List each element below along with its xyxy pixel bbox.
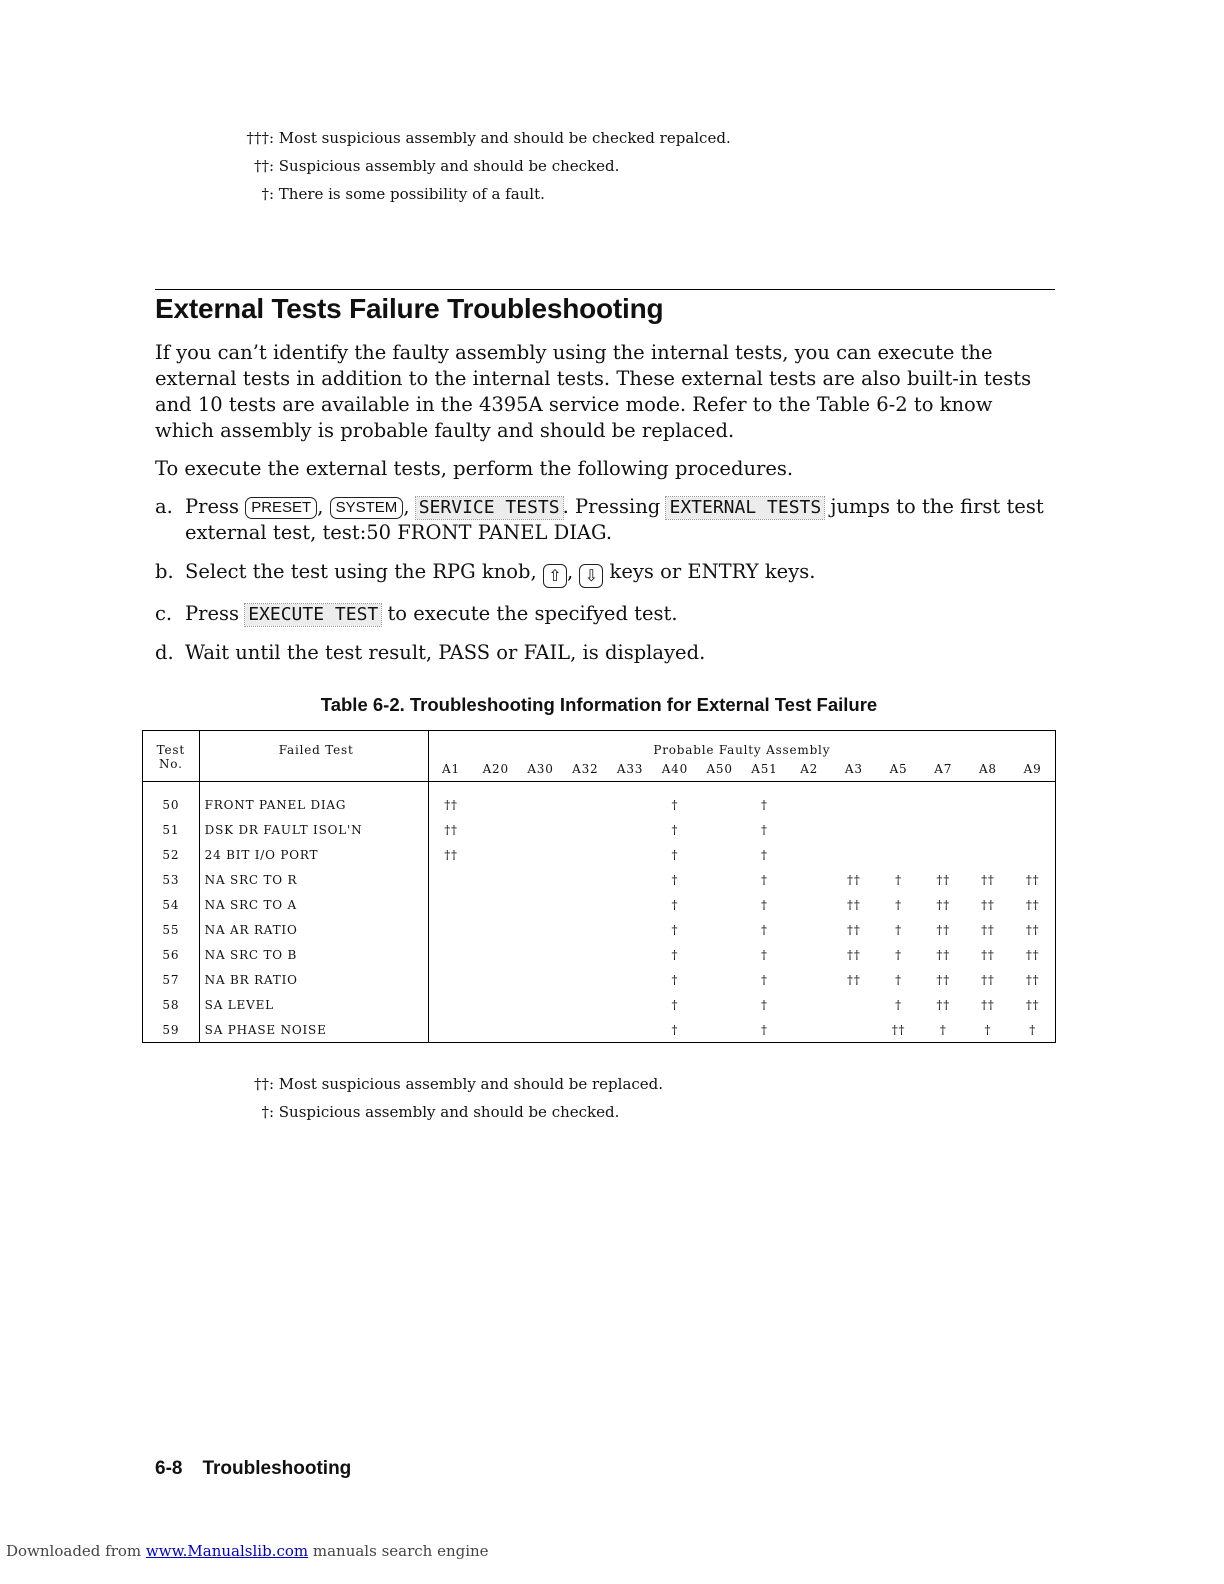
assembly-mark-cell: † (671, 822, 679, 837)
assembly-mark-cell (473, 817, 518, 842)
assembly-mark-cell (787, 867, 832, 892)
assembly-header: A7 (921, 757, 966, 782)
assembly-mark-cell: †† (936, 997, 951, 1012)
assembly-mark-cell (518, 892, 563, 917)
failed-test-cell: NA AR RATIO (199, 917, 428, 942)
legend-item: †††: Most suspicious assembly and should be checked repalced. (246, 129, 731, 147)
assembly-mark-cell (697, 842, 742, 867)
assembly-mark-cell (787, 817, 832, 842)
assembly-header: A33 (608, 757, 653, 782)
assembly-mark-cell: † (671, 797, 679, 812)
assembly-mark-cell (1010, 842, 1055, 867)
header-test: Test (143, 731, 200, 758)
assembly-mark-cell: † (671, 847, 679, 862)
assembly-mark-cell (563, 992, 608, 1017)
failed-test-cell: NA BR RATIO (199, 967, 428, 992)
table-row (143, 967, 1056, 992)
assembly-header: A32 (563, 757, 608, 782)
failed-test-cell: FRONT PANEL DIAG (199, 782, 428, 818)
table-subheader-row (143, 757, 1056, 782)
assembly-mark-cell (787, 1017, 832, 1043)
header-probable-faulty-assembly: Probable Faulty Assembly (653, 743, 831, 757)
down-arrow-key-icon: ⇩ (579, 564, 603, 588)
assembly-mark-cell (787, 917, 832, 942)
table-row (143, 942, 1056, 967)
procedure-steps (155, 494, 1055, 666)
assembly-mark-cell: † (761, 947, 768, 962)
section-divider (155, 289, 1055, 290)
top-legend (236, 124, 731, 208)
assembly-mark-cell (921, 842, 966, 867)
assembly-mark-cell (563, 867, 608, 892)
assembly-mark-cell (921, 817, 966, 842)
assembly-mark-cell (518, 942, 563, 967)
assembly-mark-cell: † (671, 947, 679, 962)
assembly-mark-cell (1010, 782, 1055, 818)
page-footer (155, 1458, 371, 1480)
assembly-mark-cell: † (761, 797, 768, 812)
assembly-mark-cell: † (671, 872, 679, 887)
test-number-cell: 50 (143, 782, 200, 818)
assembly-mark-cell: †† (981, 897, 995, 912)
procedure-intro: To execute the external tests, perform the following procedures. (155, 457, 794, 480)
assembly-mark-cell (876, 817, 921, 842)
preset-key: PRESET (245, 497, 317, 519)
assembly-mark-cell (428, 967, 473, 992)
assembly-mark-cell (832, 992, 877, 1017)
assembly-header: A8 (966, 757, 1011, 782)
assembly-mark-cell: † (895, 972, 902, 987)
assembly-mark-cell: †† (1025, 947, 1040, 962)
assembly-mark-cell: †† (1025, 922, 1040, 937)
assembly-mark-cell (966, 782, 1011, 818)
assembly-mark-cell: † (761, 972, 768, 987)
assembly-mark-cell (428, 917, 473, 942)
assembly-mark-cell (518, 1017, 563, 1043)
assembly-header: A9 (1010, 757, 1055, 782)
assembly-mark-cell: †† (1025, 972, 1040, 987)
assembly-mark-cell (563, 942, 608, 967)
assembly-mark-cell: †† (1025, 997, 1040, 1012)
assembly-mark-cell (608, 817, 653, 842)
table-row (143, 782, 1056, 818)
assembly-mark-cell: † (671, 972, 679, 987)
assembly-mark-cell: †† (936, 922, 951, 937)
assembly-mark-cell (563, 782, 608, 818)
assembly-mark-cell (697, 942, 742, 967)
assembly-mark-cell (608, 917, 653, 942)
assembly-mark-cell (608, 892, 653, 917)
assembly-mark-cell: †† (847, 897, 861, 912)
assembly-mark-cell (697, 967, 742, 992)
step-d: d. Wait until the test result, PASS or FAIL, is displayed. (155, 641, 706, 664)
assembly-mark-cell (473, 782, 518, 818)
assembly-mark-cell (876, 782, 921, 818)
assembly-mark-cell: †† (981, 947, 995, 962)
assembly-mark-cell (876, 842, 921, 867)
assembly-mark-cell: †† (981, 972, 995, 987)
assembly-mark-cell: † (671, 897, 679, 912)
assembly-mark-cell (473, 842, 518, 867)
assembly-header: A2 (787, 757, 832, 782)
header-no: No. (143, 757, 200, 782)
assembly-mark-cell (428, 892, 473, 917)
assembly-mark-cell (563, 892, 608, 917)
table-row (143, 992, 1056, 1017)
header-failed-test: Failed Test (199, 731, 428, 758)
assembly-mark-cell: † (895, 922, 902, 937)
service-tests-softkey: SERVICE TESTS (416, 497, 563, 519)
assembly-mark-cell: † (895, 997, 902, 1012)
footer-section: Troubleshooting (202, 1458, 352, 1479)
body-text (155, 340, 1055, 679)
assembly-mark-cell: †† (981, 997, 995, 1012)
assembly-mark-cell: † (761, 847, 768, 862)
assembly-mark-cell (518, 842, 563, 867)
assembly-mark-cell (608, 992, 653, 1017)
assembly-mark-cell (697, 917, 742, 942)
assembly-mark-cell (473, 967, 518, 992)
assembly-mark-cell (518, 817, 563, 842)
failed-test-cell: NA SRC TO R (199, 867, 428, 892)
troubleshooting-table (142, 730, 1056, 1043)
download-note: Downloaded from www.Manualslib.com manuals search engine (6, 1542, 489, 1560)
intro-paragraph: If you can’t identify the faulty assembly using the internal tests, you can execute the external tests in addition to the internal tests. These external tests are also built-in tests and 10 tests are available in the 4395A service mode. Refer to the Table 6-2 to know which assembly is probable faulty and should be replaced. (155, 341, 1032, 442)
page-number: 6-8 (155, 1458, 183, 1479)
assembly-mark-cell: † (761, 872, 768, 887)
assembly-mark-cell (473, 942, 518, 967)
assembly-mark-cell: † (671, 1022, 679, 1037)
table-header-row (143, 731, 1056, 758)
assembly-mark-cell (473, 1017, 518, 1043)
assembly-mark-cell (608, 1017, 653, 1043)
assembly-mark-cell (428, 867, 473, 892)
assembly-mark-cell: †† (891, 1022, 906, 1037)
assembly-mark-cell: † (761, 822, 768, 837)
assembly-mark-cell (563, 1017, 608, 1043)
assembly-mark-cell (428, 942, 473, 967)
assembly-mark-cell (921, 782, 966, 818)
assembly-mark-cell (473, 867, 518, 892)
assembly-mark-cell: †† (936, 897, 951, 912)
failed-test-cell: NA SRC TO B (199, 942, 428, 967)
table-row (143, 842, 1056, 867)
header-blank (199, 757, 428, 782)
assembly-mark-cell (518, 992, 563, 1017)
assembly-mark-cell: †† (444, 797, 458, 812)
assembly-mark-cell (563, 842, 608, 867)
assembly-mark-cell (787, 967, 832, 992)
step-a: a. Press PRESET , SYSTEM , SERVICE TESTS . Pressing EXTERNAL TESTS jumps to the first test external test, test:50 FRONT PANEL DIAG. (155, 495, 1044, 544)
system-key: SYSTEM (330, 497, 404, 519)
assembly-mark-cell: † (761, 922, 768, 937)
assembly-mark-cell (787, 842, 832, 867)
up-arrow-key-icon: ⇧ (543, 564, 567, 588)
manualslib-link[interactable]: www.Manualslib.com (145, 1542, 309, 1560)
assembly-mark-cell (966, 817, 1011, 842)
assembly-mark-cell (1010, 817, 1055, 842)
assembly-mark-cell (787, 782, 832, 818)
assembly-mark-cell (697, 817, 742, 842)
test-number-cell: 57 (143, 967, 200, 992)
assembly-header: A40 (652, 757, 697, 782)
assembly-mark-cell: †† (936, 872, 951, 887)
assembly-mark-cell (518, 867, 563, 892)
assembly-mark-cell (697, 782, 742, 818)
assembly-mark-cell: †† (847, 922, 861, 937)
assembly-mark-cell (518, 967, 563, 992)
assembly-header: A1 (428, 757, 473, 782)
assembly-mark-cell (518, 782, 563, 818)
assembly-mark-cell (697, 1017, 742, 1043)
assembly-mark-cell: †† (847, 947, 861, 962)
legend-item: †: There is some possibility of a fault. (261, 185, 545, 203)
step-c: c. Press EXECUTE TEST to execute the specifyed test. (155, 602, 678, 625)
assembly-mark-cell (608, 942, 653, 967)
assembly-mark-cell (563, 917, 608, 942)
table-row (143, 867, 1056, 892)
section-title: External Tests Failure Troubleshooting (155, 293, 664, 324)
failed-test-cell: NA SRC TO A (199, 892, 428, 917)
legend-item: ††: Suspicious assembly and should be checked. (253, 157, 620, 175)
assembly-mark-cell (428, 992, 473, 1017)
table-row (143, 817, 1056, 842)
assembly-mark-cell (608, 967, 653, 992)
assembly-mark-cell (832, 1017, 877, 1043)
assembly-mark-cell (608, 842, 653, 867)
assembly-mark-cell (787, 992, 832, 1017)
table-caption: Table 6-2. Troubleshooting Information for External Test Failure (320, 694, 878, 715)
assembly-mark-cell (787, 892, 832, 917)
assembly-mark-cell (428, 1017, 473, 1043)
execute-test-softkey: EXECUTE TEST (245, 604, 381, 626)
test-number-cell: 54 (143, 892, 200, 917)
assembly-header: A51 (742, 757, 787, 782)
assembly-mark-cell: † (895, 947, 902, 962)
assembly-mark-cell: †† (981, 922, 995, 937)
assembly-header: A3 (832, 757, 877, 782)
assembly-mark-cell (608, 867, 653, 892)
assembly-mark-cell (697, 992, 742, 1017)
table-row (143, 917, 1056, 942)
assembly-mark-cell (697, 867, 742, 892)
failed-test-cell: SA PHASE NOISE (199, 1017, 428, 1043)
test-number-cell: 56 (143, 942, 200, 967)
test-number-cell: 52 (143, 842, 200, 867)
table-body (143, 782, 1056, 1043)
assembly-header: A50 (697, 757, 742, 782)
assembly-mark-cell: † (671, 922, 679, 937)
assembly-mark-cell: †† (444, 822, 458, 837)
assembly-mark-cell (787, 942, 832, 967)
assembly-mark-cell: † (939, 1022, 947, 1037)
assembly-mark-cell (832, 817, 877, 842)
assembly-mark-cell: † (671, 997, 679, 1012)
table-row (143, 1017, 1056, 1043)
assembly-mark-cell: †† (936, 947, 951, 962)
test-number-cell: 58 (143, 992, 200, 1017)
failed-test-cell: 24 BIT I/O PORT (199, 842, 428, 867)
assembly-mark-cell: †† (936, 972, 951, 987)
bottom-legend (236, 1070, 663, 1126)
assembly-mark-cell: †† (981, 872, 995, 887)
assembly-mark-cell (832, 842, 877, 867)
assembly-mark-cell (966, 842, 1011, 867)
assembly-mark-cell (473, 917, 518, 942)
assembly-header: A20 (473, 757, 518, 782)
assembly-mark-cell (473, 992, 518, 1017)
table-row (143, 892, 1056, 917)
assembly-mark-cell: †† (444, 847, 458, 862)
assembly-mark-cell: † (761, 897, 768, 912)
assembly-mark-cell (563, 817, 608, 842)
assembly-mark-cell: † (984, 1022, 992, 1037)
assembly-mark-cell (697, 892, 742, 917)
legend-item: ††: Most suspicious assembly and should be replaced. (253, 1075, 664, 1093)
assembly-header: A5 (876, 757, 921, 782)
assembly-header: A30 (518, 757, 563, 782)
test-number-cell: 51 (143, 817, 200, 842)
assembly-mark-cell (518, 917, 563, 942)
assembly-mark-cell: † (1029, 1022, 1037, 1037)
assembly-mark-cell (473, 892, 518, 917)
assembly-mark-cell: †† (847, 972, 861, 987)
assembly-mark-cell (563, 967, 608, 992)
assembly-mark-cell (832, 782, 877, 818)
assembly-mark-cell: †† (847, 872, 861, 887)
legend-item: †: Suspicious assembly and should be checked. (261, 1103, 620, 1121)
assembly-mark-cell: † (895, 872, 902, 887)
failed-test-cell: SA LEVEL (199, 992, 428, 1017)
assembly-mark-cell: †† (1025, 897, 1040, 912)
test-number-cell: 59 (143, 1017, 200, 1043)
external-tests-softkey: EXTERNAL TESTS (666, 497, 824, 519)
test-number-cell: 53 (143, 867, 200, 892)
assembly-mark-cell: †† (1025, 872, 1040, 887)
test-number-cell: 55 (143, 917, 200, 942)
assembly-mark-cell (608, 782, 653, 818)
assembly-mark-cell: † (761, 1022, 768, 1037)
assembly-mark-cell: † (895, 897, 902, 912)
failed-test-cell: DSK DR FAULT ISOL'N (199, 817, 428, 842)
step-b: b. Select the test using the RPG knob, ⇧ , ⇩ keys or ENTRY keys. (155, 559, 1055, 588)
assembly-mark-cell: † (761, 997, 768, 1012)
